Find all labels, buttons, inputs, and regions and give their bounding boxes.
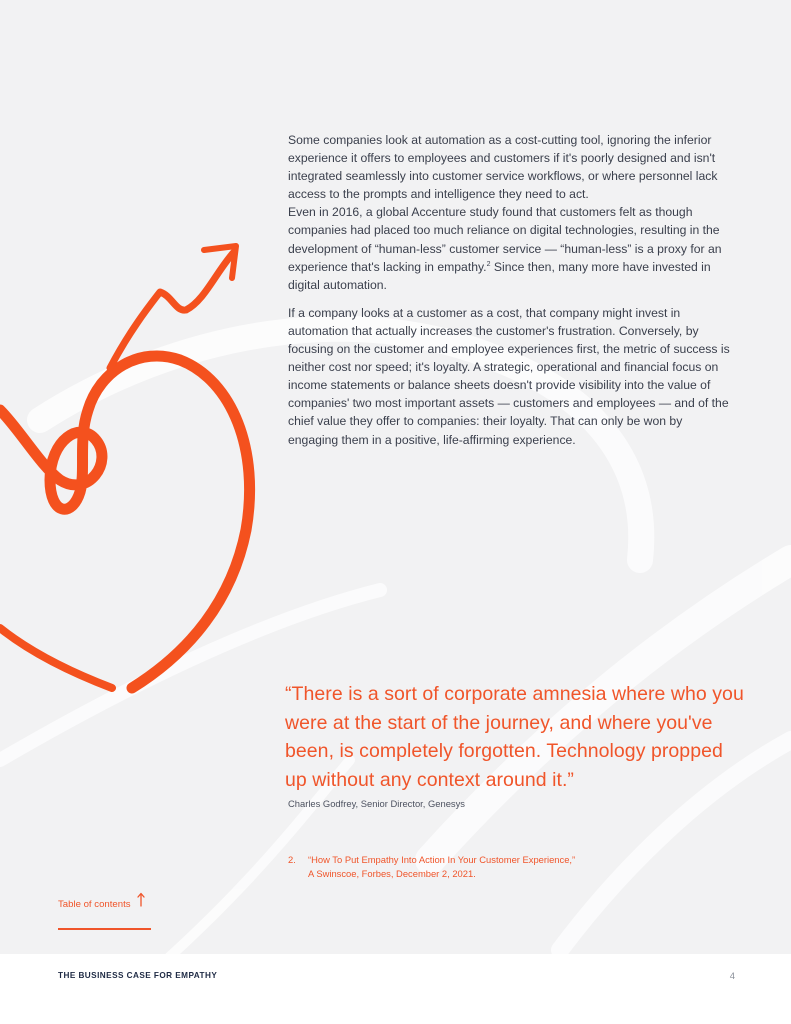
- table-of-contents-link[interactable]: [58, 892, 145, 910]
- body-paragraph-1-text: Some companies look at automation as a cost-cutting tool, ignoring the inferior experience it offers to employees and customers if it's poorly designed and isn't integrated seamlessly into customer service workflows, or where personnel lack access to the prompts and intelligence they need to act.: [288, 133, 718, 202]
- footer-bar: [0, 954, 791, 1024]
- footnote: [288, 853, 648, 880]
- pull-quote: “There is a sort of corporate amnesia where who you were at the start of the journey, and where you've been, is completely forgotten. Technology propped up without any context around it.”: [285, 683, 744, 791]
- body-paragraph-2-tail: Since then, many more have invested in digital automation.: [288, 259, 711, 292]
- table-of-contents-label: Table of contents: [58, 899, 131, 910]
- body-paragraph-1: [288, 131, 733, 294]
- body-paragraph-2-text: Even in 2016, a global Accenture study found that customers felt as though companies had placed too much reliance on digital technologies, resulting in the development of “human-less” customer service — “human-less” is a proxy for an experience that's lacking in empathy.: [288, 205, 722, 274]
- footnote-line-1[interactable]: “How To Put Empathy Into Action In Your Customer Experience,”: [308, 854, 576, 865]
- heart-arrow-illustration: [0, 246, 250, 688]
- footnote-line-2: A Swinscoe, Forbes, December 2, 2021.: [308, 867, 476, 879]
- body-text: [288, 131, 733, 459]
- arrow-up-icon: [137, 892, 145, 910]
- body-paragraph-3: If a company looks at a customer as a cost, that company might invest in automation that actually increases the customer's frustration. Conversely, by focusing on the customer and employee experiences first, the metric of success is neither cost nor speed; it's loyalty. A strategic, operational and financial focus on income statements or balance sheets doesn't provide visibility into the value of companies' two most important assets — customers and employees — and of the chief value they offer to companies: their loyalty. That can only be won by engaging them in a positive, life-affirming experience.: [288, 305, 730, 447]
- footnote-reference[interactable]: 2: [486, 260, 491, 268]
- toc-underline: [58, 928, 151, 930]
- quote-attribution: Charles Godfrey, Senior Director, Genesys: [288, 798, 465, 809]
- document-title: THE BUSINESS CASE FOR EMPATHY: [58, 971, 218, 980]
- footnote-number: 2.: [288, 854, 296, 865]
- page-number: 4: [729, 970, 735, 981]
